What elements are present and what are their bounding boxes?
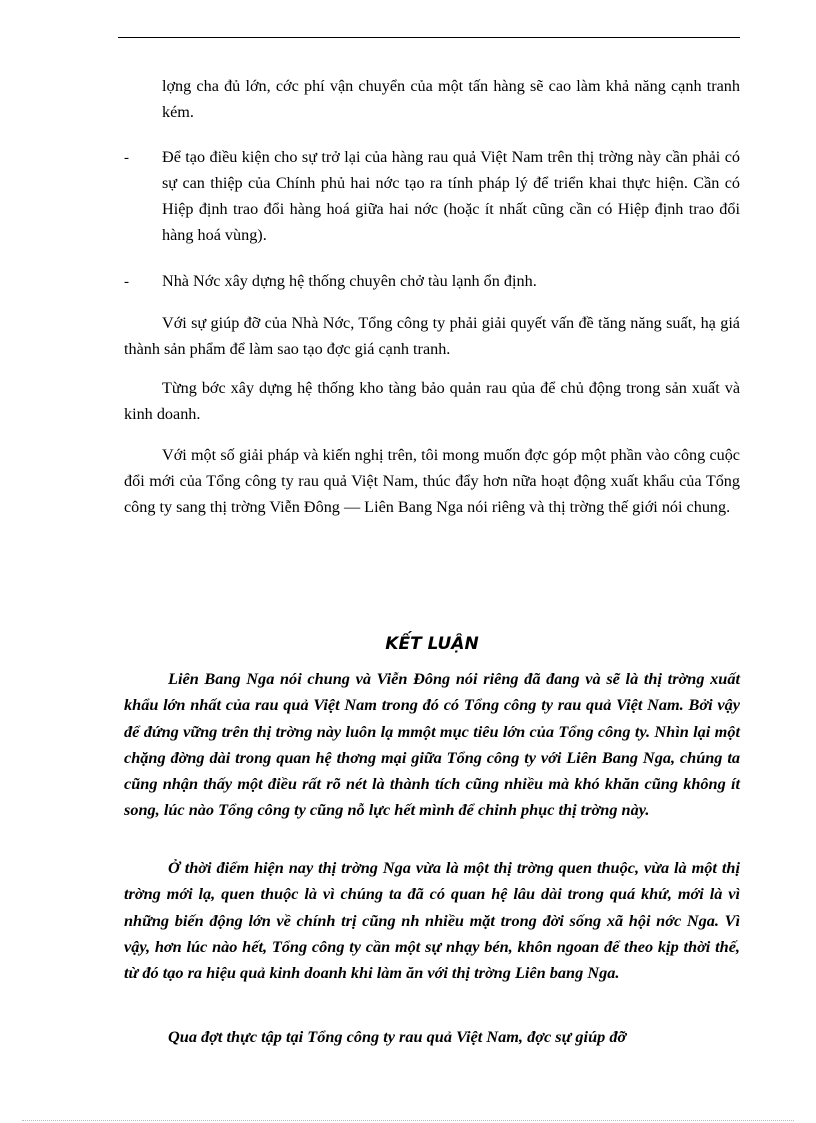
conclusion-paragraph-3: Qua đợt thực tập tại Tổng công ty rau quả Việt Nam, đợc sự giúp đỡ	[168, 1027, 627, 1046]
paragraph-state-support: Với sự giúp đỡ của Nhà Nớc, Tổng công ty phải giải quyết vấn đề tăng năng suất, hạ giá thành sản phẩm để làm sao tạo đợc giá cạnh tranh.	[124, 314, 740, 358]
paragraph-storage: Từng bớc xây dựng hệ thống kho tàng bảo quản rau qủa để chủ động trong sản xuất và kinh doanh.	[124, 379, 740, 423]
conclusion-paragraph-2: Ở thời điểm hiện nay thị trờng Nga vừa là một thị trờng quen thuộc, vừa là một thị trờng mới lạ, quen thuộc là vì chúng ta đã có quan hệ lâu dài trong quá khứ, mới là vì những biến động lớn về chính trị cũng nh nhiều mặt trong đời sống xã hội nớc Nga. Vì vậy, hơn lúc nào hết, Tổng công ty cần một sự nhạy bén, khôn ngoan để theo kịp thời thế, từ đó tạo ra hiệu quả kinh doanh khi làm ăn với thị trờng Liên bang Nga.	[124, 858, 740, 983]
conclusion-paragraph-1: Liên Bang Nga nói chung và Viễn Đông nói riêng đã đang và sẽ là thị trờng xuất khẩu lớn nhất của rau quả Việt Nam trong đó có Tổng công ty rau quả Việt Nam. Bởi vậy để đứng vững trên thị trờng này luôn lạ mmột mục tiêu lớn của Tổng công ty. Nhìn lại một chặng đờng dài trong quan hệ thơng mại giữa Tổng công ty với Liên Bang Nga, chúng ta cũng nhận thấy một điều rất rõ nét là thành tích cũng nhiều mà khó khăn cũng không ít song, lúc nào Tổng công ty cũng nỗ lực hết mình để chinh phục thị trờng này.	[124, 669, 740, 820]
bullet-item-refrigeration: Nhà Nớc xây dựng hệ thống chuyên chở tàu lạnh ổn định.	[162, 272, 537, 290]
bullet-marker: -	[124, 274, 129, 290]
page-bottom-rule	[22, 1120, 794, 1121]
paragraph-recommendations: Với một số giải pháp và kiến nghị trên, tôi mong muốn đợc góp một phần vào công cuộc đổi mới của Tổng công ty rau quả Việt Nam, thúc đẩy hơn nữa hoạt động xuất khẩu của Tổng công ty sang thị trờng Viễn Đông — Liên Bang Nga nói riêng và thị trờng thế giới nói chung.	[124, 446, 740, 516]
bullet-item-agreement: Để tạo điều kiện cho sự trở lại của hàng rau quả Việt Nam trên thị trờng này cần phải có sự can thiệp của Chính phủ hai nớc tạo ra tính pháp lý để triển khai thực hiện. Cần có Hiệp định trao đổi hàng hoá giữa hai nớc (hoặc ít nhất cũng cần có Hiệp định trao đổi hàng hoá vùng).	[162, 148, 740, 244]
bullet-marker: -	[124, 150, 129, 166]
header-rule	[118, 37, 740, 38]
conclusion-heading: KẾT LUẬN	[385, 634, 479, 654]
paragraph-continuation: lợng cha đủ lớn, cớc phí vận chuyển của một tấn hàng sẽ cao làm khả năng cạnh tranh kém.	[162, 77, 740, 121]
